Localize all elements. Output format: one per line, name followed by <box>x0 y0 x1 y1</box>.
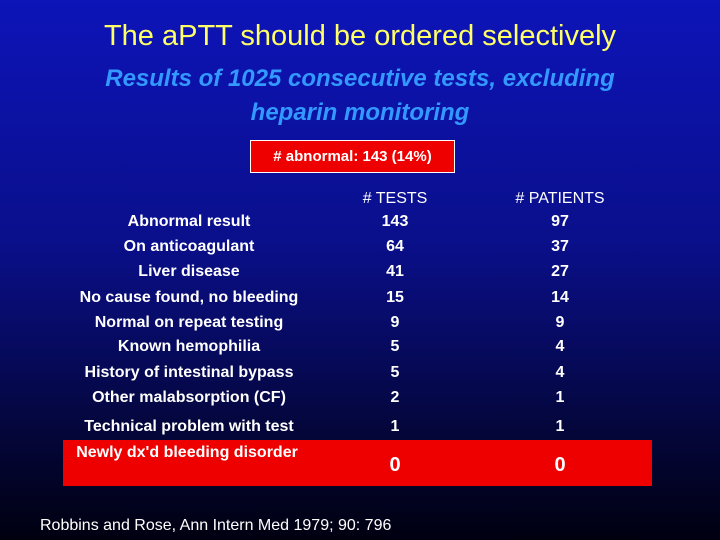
row-label: History of intestinal bypass <box>84 364 294 381</box>
row-tests: 143 <box>381 213 409 230</box>
row-tests: 64 <box>386 238 404 255</box>
table-row <box>0 211 720 233</box>
row-patients: 1 <box>555 418 565 435</box>
row-tests: 9 <box>390 314 400 331</box>
row-tests: 1 <box>390 418 400 435</box>
row-label: On anticoagulant <box>123 238 255 255</box>
table-header <box>0 188 720 210</box>
table-row <box>0 312 720 334</box>
row-patients: 0 <box>554 454 566 476</box>
row-label: Known hemophilia <box>117 338 261 355</box>
row-tests: 15 <box>386 289 404 306</box>
table-row <box>0 362 720 384</box>
row-label: Liver disease <box>138 263 240 280</box>
row-tests: 2 <box>390 389 400 406</box>
citation: Robbins and Rose, Ann Intern Med 1979; 90: 796 <box>40 517 392 534</box>
row-patients: 27 <box>551 263 569 280</box>
header-patients: # PATIENTS <box>515 190 605 207</box>
row-label: Normal on repeat testing <box>94 314 284 331</box>
slide-subtitle <box>0 62 720 130</box>
row-patients: 1 <box>555 389 565 406</box>
table-row <box>0 236 720 258</box>
row-label: No cause found, no bleeding <box>79 289 299 306</box>
table-row <box>0 387 720 409</box>
table-row-highlighted <box>0 442 720 488</box>
row-tests: 5 <box>390 364 400 381</box>
slide-title: The aPTT should be ordered selectively <box>103 20 617 52</box>
row-patients: 9 <box>555 314 565 331</box>
subtitle-line-2: heparin monitoring <box>250 99 470 126</box>
subtitle-line-1: Results of 1025 consecutive tests, excluding <box>105 65 615 92</box>
header-tests: # TESTS <box>362 190 428 207</box>
table-row <box>0 261 720 283</box>
row-patients: 14 <box>551 289 569 306</box>
row-label: Other malabsorption (CF) <box>92 389 286 406</box>
row-label: Newly dx'd bleeding disorder <box>76 444 298 461</box>
abnormal-count-box: # abnormal: 143 (14%) <box>250 140 455 173</box>
row-patients: 37 <box>551 238 569 255</box>
table-row <box>0 416 720 438</box>
row-patients: 4 <box>555 364 565 381</box>
row-tests: 5 <box>390 338 400 355</box>
row-patients: 4 <box>555 338 565 355</box>
table-row <box>0 336 720 358</box>
row-label: Abnormal result <box>127 213 251 230</box>
row-label: Technical problem with test <box>84 418 294 435</box>
table-row <box>0 287 720 309</box>
row-tests: 0 <box>389 454 401 476</box>
row-patients: 97 <box>551 213 569 230</box>
row-tests: 41 <box>386 263 404 280</box>
